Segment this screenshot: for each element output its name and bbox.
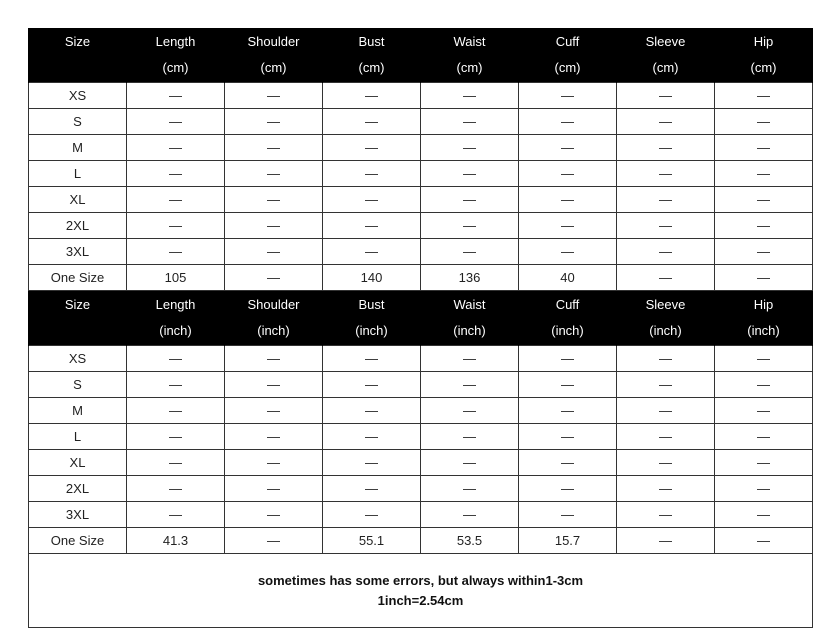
- column-header-label: Sleeve: [645, 297, 686, 312]
- column-header-label: Hip: [753, 297, 774, 312]
- measurement-cell: —: [617, 476, 715, 502]
- table-row: [29, 213, 813, 239]
- column-header-label: Waist: [453, 297, 486, 312]
- measurement-cell: —: [617, 83, 715, 109]
- measurement-cell: —: [127, 476, 225, 502]
- measurement-cell: —: [519, 239, 617, 265]
- cm-header: [29, 28, 813, 83]
- size-label-cell: One Size: [29, 265, 127, 291]
- note-line-1: sometimes has some errors, but always within1-3cm: [257, 572, 584, 588]
- column-header-label: Bust: [358, 34, 385, 49]
- size-label-cell: 2XL: [29, 476, 127, 502]
- measurement-cell: —: [323, 450, 421, 476]
- measurement-cell: —: [225, 83, 323, 109]
- size-label-cell: XL: [29, 450, 127, 476]
- measurement-cell: —: [715, 372, 813, 398]
- measurement-cell: —: [323, 161, 421, 187]
- column-header: [323, 291, 421, 346]
- measurement-cell: —: [519, 424, 617, 450]
- column-header: [421, 291, 519, 346]
- measurement-cell: —: [715, 476, 813, 502]
- measurement-cell: —: [421, 424, 519, 450]
- column-header-unit: (cm): [554, 60, 581, 75]
- measurement-cell: —: [617, 213, 715, 239]
- measurement-cell: —: [421, 239, 519, 265]
- table-row: [29, 135, 813, 161]
- table-row: [29, 528, 813, 554]
- measurement-cell: —: [421, 450, 519, 476]
- measurement-cell: —: [617, 109, 715, 135]
- table-row: [29, 502, 813, 528]
- measurement-cell: —: [421, 135, 519, 161]
- column-header-unit: (cm): [162, 60, 189, 75]
- column-header-unit: (inch): [453, 323, 486, 338]
- measurement-cell: 15.7: [519, 528, 617, 554]
- measurement-cell: —: [127, 161, 225, 187]
- table-row: [29, 372, 813, 398]
- size-label-cell: XL: [29, 187, 127, 213]
- column-header-label: Bust: [358, 297, 385, 312]
- measurement-cell: —: [323, 135, 421, 161]
- measurement-cell: —: [225, 187, 323, 213]
- measurement-cell: —: [715, 346, 813, 372]
- measurement-cell: —: [519, 109, 617, 135]
- column-header-label: Shoulder: [247, 297, 300, 312]
- column-header: [421, 28, 519, 83]
- measurement-cell: —: [225, 239, 323, 265]
- size-label-cell: M: [29, 135, 127, 161]
- measurement-cell: —: [127, 450, 225, 476]
- column-header-label: Length: [155, 34, 196, 49]
- size-label-cell: XS: [29, 83, 127, 109]
- column-header-label: Size: [64, 297, 91, 312]
- measurement-cell: —: [617, 450, 715, 476]
- column-header-unit: [29, 55, 126, 81]
- measurement-cell: —: [225, 398, 323, 424]
- size-table: [28, 28, 813, 554]
- measurement-cell: —: [225, 161, 323, 187]
- column-header: [127, 291, 225, 346]
- measurement-cell: —: [127, 502, 225, 528]
- cm-body: [29, 83, 813, 291]
- column-header: [225, 291, 323, 346]
- measurement-cell: —: [421, 372, 519, 398]
- measurement-cell: —: [617, 265, 715, 291]
- measurement-cell: —: [225, 213, 323, 239]
- column-header-unit: (inch): [257, 323, 290, 338]
- measurement-cell: —: [519, 161, 617, 187]
- size-label-cell: 2XL: [29, 213, 127, 239]
- measurement-cell: —: [225, 265, 323, 291]
- measurement-cell: —: [617, 528, 715, 554]
- column-header-unit: (inch): [159, 323, 192, 338]
- inch-body: [29, 346, 813, 554]
- measurement-cell: —: [617, 187, 715, 213]
- column-header-unit: (cm): [652, 60, 679, 75]
- measurement-cell: —: [715, 398, 813, 424]
- measurement-cell: —: [519, 83, 617, 109]
- measurement-cell: —: [421, 502, 519, 528]
- inch-header: [29, 291, 813, 346]
- measurement-cell: 53.5: [421, 528, 519, 554]
- measurement-cell: 136: [421, 265, 519, 291]
- measurement-cell: —: [323, 83, 421, 109]
- table-row: [29, 187, 813, 213]
- measurement-cell: —: [323, 239, 421, 265]
- measurement-cell: —: [617, 372, 715, 398]
- measurement-cell: —: [715, 450, 813, 476]
- measurement-cell: —: [519, 476, 617, 502]
- column-header-label: Sleeve: [645, 34, 686, 49]
- column-header-label: Waist: [453, 34, 486, 49]
- measurement-cell: —: [421, 83, 519, 109]
- measurement-cell: —: [225, 502, 323, 528]
- measurement-cell: —: [519, 187, 617, 213]
- column-header: [519, 28, 617, 83]
- measurement-cell: —: [519, 346, 617, 372]
- measurement-cell: —: [323, 346, 421, 372]
- column-header: [225, 28, 323, 83]
- measurement-cell: 41.3: [127, 528, 225, 554]
- table-row: [29, 239, 813, 265]
- column-header-unit: [29, 318, 126, 344]
- measurement-cell: —: [225, 424, 323, 450]
- measurement-cell: —: [617, 424, 715, 450]
- measurement-cell: —: [323, 502, 421, 528]
- measurement-cell: —: [225, 476, 323, 502]
- inch-header-row: [29, 291, 813, 346]
- measurement-cell: —: [617, 346, 715, 372]
- table-row: [29, 476, 813, 502]
- column-header-label: Cuff: [555, 297, 580, 312]
- measurement-cell: —: [323, 424, 421, 450]
- measurement-cell: 105: [127, 265, 225, 291]
- column-header: [323, 28, 421, 83]
- measurement-cell: —: [127, 109, 225, 135]
- table-row: [29, 346, 813, 372]
- size-label-cell: XS: [29, 346, 127, 372]
- column-header: [127, 28, 225, 83]
- measurement-cell: 55.1: [323, 528, 421, 554]
- measurement-cell: —: [323, 398, 421, 424]
- size-label-cell: 3XL: [29, 502, 127, 528]
- measurement-cell: —: [127, 398, 225, 424]
- measurement-cell: 40: [519, 265, 617, 291]
- column-header-label: Cuff: [555, 34, 580, 49]
- column-header-label: Length: [155, 297, 196, 312]
- measurement-cell: —: [127, 346, 225, 372]
- column-header-unit: (inch): [551, 323, 584, 338]
- column-header: [617, 28, 715, 83]
- size-label-cell: L: [29, 424, 127, 450]
- measurement-cell: —: [715, 502, 813, 528]
- column-header-unit: (cm): [456, 60, 483, 75]
- size-label-cell: M: [29, 398, 127, 424]
- table-row: [29, 109, 813, 135]
- column-header-unit: (cm): [750, 60, 777, 75]
- measurement-cell: —: [715, 213, 813, 239]
- column-header-unit: (cm): [358, 60, 385, 75]
- measurement-cell: —: [421, 161, 519, 187]
- size-label-cell: S: [29, 372, 127, 398]
- table-row: [29, 83, 813, 109]
- measurement-cell: —: [617, 161, 715, 187]
- measurement-cell: —: [715, 528, 813, 554]
- table-row: [29, 450, 813, 476]
- measurement-cell: —: [421, 213, 519, 239]
- measurement-cell: —: [421, 109, 519, 135]
- column-header: [29, 28, 127, 83]
- measurement-cell: —: [617, 398, 715, 424]
- measurement-cell: —: [715, 239, 813, 265]
- table-row: [29, 398, 813, 424]
- measurement-cell: —: [519, 135, 617, 161]
- measurement-cell: —: [323, 187, 421, 213]
- measurement-cell: —: [323, 476, 421, 502]
- measurement-cell: —: [519, 450, 617, 476]
- table-row: [29, 424, 813, 450]
- column-header-label: Shoulder: [247, 34, 300, 49]
- column-header-unit: (inch): [355, 323, 388, 338]
- measurement-cell: —: [715, 265, 813, 291]
- measurement-cell: —: [519, 213, 617, 239]
- column-header-unit: (cm): [260, 60, 287, 75]
- measurement-cell: —: [617, 502, 715, 528]
- column-header: [715, 28, 813, 83]
- column-header-label: Size: [64, 34, 91, 49]
- measurement-cell: —: [519, 502, 617, 528]
- measurement-cell: —: [519, 398, 617, 424]
- size-label-cell: L: [29, 161, 127, 187]
- measurement-cell: —: [225, 450, 323, 476]
- measurement-cell: —: [127, 135, 225, 161]
- measurement-cell: —: [225, 346, 323, 372]
- measurement-cell: —: [715, 109, 813, 135]
- size-chart: [28, 28, 813, 628]
- cm-header-row: [29, 28, 813, 83]
- measurement-cell: —: [421, 398, 519, 424]
- column-header-label: Hip: [753, 34, 774, 49]
- measurement-cell: —: [421, 187, 519, 213]
- note-line-2: 1inch=2.54cm: [377, 592, 464, 608]
- column-header-unit: (inch): [649, 323, 682, 338]
- measurement-cell: —: [127, 213, 225, 239]
- measurement-cell: —: [225, 372, 323, 398]
- measurement-cell: —: [715, 161, 813, 187]
- measurement-cell: —: [127, 83, 225, 109]
- size-label-cell: S: [29, 109, 127, 135]
- measurement-cell: —: [421, 476, 519, 502]
- measurement-cell: —: [715, 187, 813, 213]
- size-label-cell: One Size: [29, 528, 127, 554]
- measurement-cell: —: [715, 83, 813, 109]
- table-row: [29, 265, 813, 291]
- measurement-cell: —: [715, 135, 813, 161]
- measurement-cell: —: [127, 239, 225, 265]
- table-row: [29, 161, 813, 187]
- measurement-cell: —: [617, 135, 715, 161]
- measurement-cell: —: [715, 424, 813, 450]
- measurement-cell: —: [323, 109, 421, 135]
- measurement-cell: —: [225, 109, 323, 135]
- note-box: [28, 554, 813, 628]
- measurement-cell: —: [519, 372, 617, 398]
- column-header: [519, 291, 617, 346]
- measurement-cell: —: [225, 135, 323, 161]
- column-header: [715, 291, 813, 346]
- measurement-cell: 140: [323, 265, 421, 291]
- measurement-cell: —: [323, 372, 421, 398]
- measurement-cell: —: [323, 213, 421, 239]
- size-label-cell: 3XL: [29, 239, 127, 265]
- measurement-cell: —: [225, 528, 323, 554]
- column-header-unit: (inch): [747, 323, 780, 338]
- measurement-cell: —: [127, 424, 225, 450]
- measurement-cell: —: [127, 187, 225, 213]
- measurement-cell: —: [421, 346, 519, 372]
- measurement-cell: —: [617, 239, 715, 265]
- measurement-cell: —: [127, 372, 225, 398]
- column-header: [617, 291, 715, 346]
- column-header: [29, 291, 127, 346]
